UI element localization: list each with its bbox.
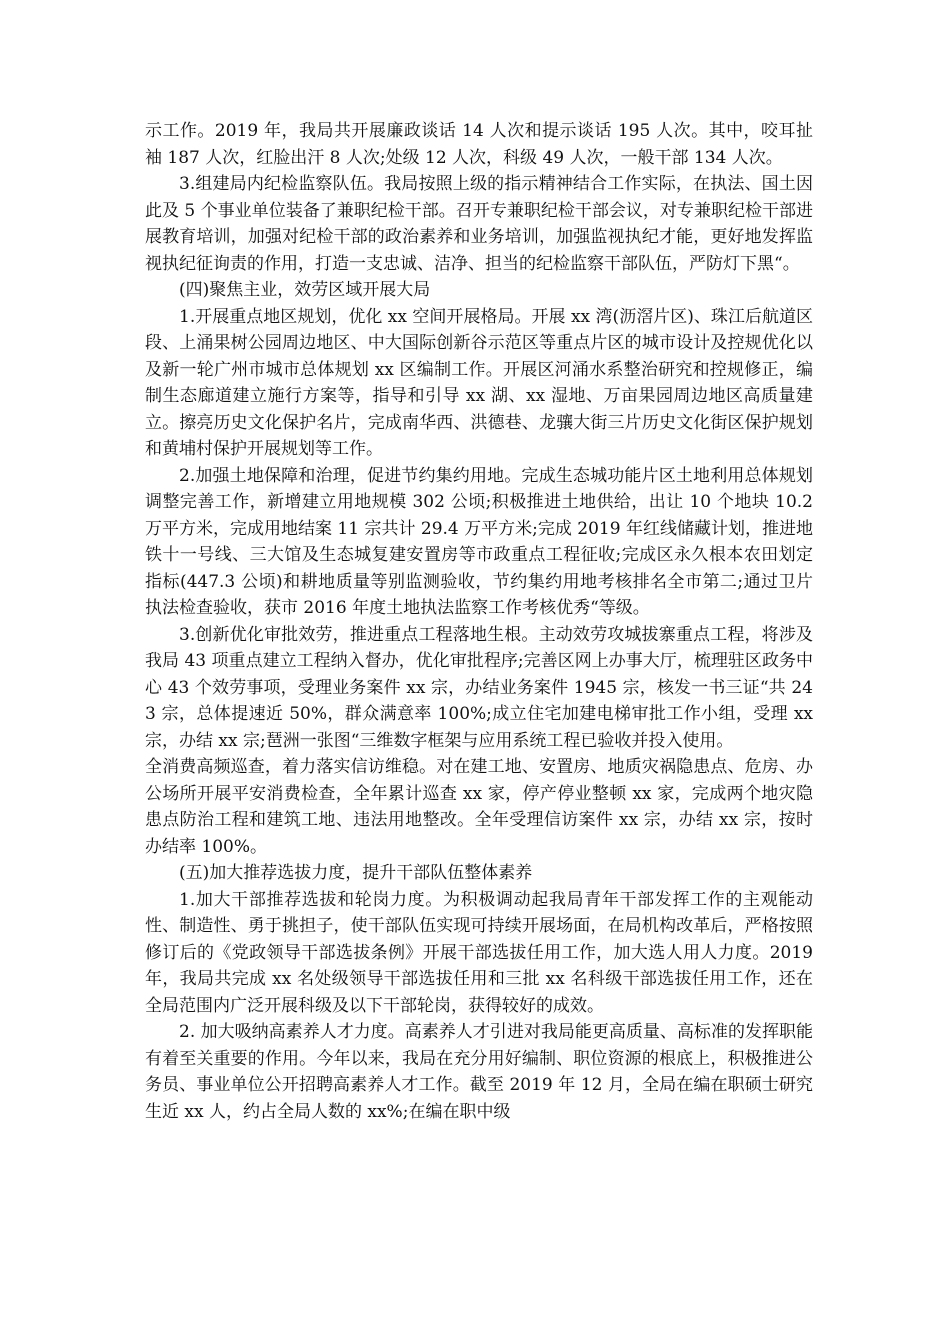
paragraph-talks-summary: 示工作。2019 年，我局共开展廉政谈话 14 人次和提示谈话 195 人次。其中，咬耳扯袖 187 人次，红脸出汗 8 人次;处级 12 人次，科级 49 人次，一般干部 134 人次。 [145, 121, 813, 168]
paragraph-discipline-team: 3.组建局内纪检监察队伍。我局按照上级的指示精神结合工作实际，在执法、国土因此及 5 个事业单位装备了兼职纪检干部。召开专兼职纪检干部会议，对专兼职纪检干部进展教育培训，加强对纪检干部的政治素养和业务培训，加强监视执纪才能，更好地发挥监视执纪征询责的作用，打造一支忠诚、洁净、担当的纪检监察干部队伍，严防灯下黑“。 [145, 174, 813, 274]
paragraph-approval-service: 3.创新优化审批效劳，推进重点工程落地生根。主动效劳攻城拔寨重点工程，将涉及我局 43 项重点建立工程纳入督办，优化审批程序;完善区网上办事大厅，梳理驻区政务中心 43 个效劳事项，受理业务案件 xx 宗，办结业务案件 1945 宗，核发一书三证“共 243 宗，总体提速近 50%，群众满意率 100%;成立住宅加建电梯审批工作小组，受理 xx 宗，办结 xx 宗;琶洲一张图“三维数字框架与应用系统工程已验收并投入使用。 [145, 624, 813, 751]
paragraph-talent-recruitment: 2. 加大吸纳高素养人才力度。高素养人才引进对我局能更高质量、高标准的发挥职能有着至关重要的作用。今年以来，我局在充分用好编制、职位资源的根底上，积极推进公务员、事业单位公开招聘高素养人才工作。截至 2019 年 12 月，全局在编在职硕士研究生近 xx 人，约占全局人数的 xx%;在编在职中级 [145, 1022, 813, 1122]
paragraph-regional-planning: 1.开展重点地区规划，优化 xx 空间开展格局。开展 xx 湾(沥滘片区)、珠江后航道区段、上涌果树公园周边地区、中大国际创新谷示范区等重点片区的城市设计及控规优化以及新一轮广州市城市总体规划 xx 区编制工作。开展区河涌水系整治研究和控规修正，编制生态廊道建立施行方案等，指导和引导 xx 湖、xx 湿地、万亩果园周边地区高质量建立。擦亮历史文化保护名片，完成南华西、洪德巷、龙骧大街三片历史文化街区保护规划和黄埔村保护开展规划等工作。 [145, 306, 813, 459]
paragraph-cadre-selection: 1.加大干部推荐选拔和轮岗力度。为积极调动起我局青年干部发挥工作的主观能动性、制造性、勇于挑担子，使干部队伍实现可持续开展场面，在局机构改革后，严格按照修订后的《党政领导干部选拔条例》开展干部选拔任用工作，加大选人用人力度。2019 年，我局共完成 xx 名处级领导干部选拔任用和三批 xx 名科级干部选拔任用工作，还在全局范围内广泛开展科级及以下干部轮岗，获得较好的成效。 [145, 889, 813, 1016]
paragraph-safety-inspection: 全消费高频巡查，着力落实信访维稳。对在建工地、安置房、地质灾祸隐患点、危房、办公场所开展平安消费检查，全年累计巡查 xx 家，停产停业整顿 xx 家，完成两个地灾隐患点防治工程和建筑工地、违法用地整改。全年受理信访案件 xx 宗，办结 xx 宗，按时办结率 100%。 [145, 757, 813, 857]
section-heading-4: (四)聚焦主业，效劳区域开展大局 [179, 280, 431, 300]
document-body [145, 118, 813, 1125]
section-heading-5: (五)加大推荐选拔力度，提升干部队伍整体素养 [179, 863, 533, 883]
paragraph-land-management: 2.加强土地保障和治理，促进节约集约用地。完成生态城功能片区土地利用总体规划调整完善工作，新增建立用地规模 302 公顷;积极推进土地供给，出让 10 个地块 10.2 万平方米，完成用地结案 11 宗共计 29.4 万平方米;完成 2019 年红线储藏计划，推进地铁十一号线、三大馆及生态城复建安置房等市政重点工程征收;完成区永久根本农田划定指标(447.3 公顷)和耕地质量等别监测验收，节约集约用地考核排名全市第二;通过卫片执法检查验收，获市 2016 年度土地执法监察工作考核优秀“等级。 [145, 465, 813, 618]
